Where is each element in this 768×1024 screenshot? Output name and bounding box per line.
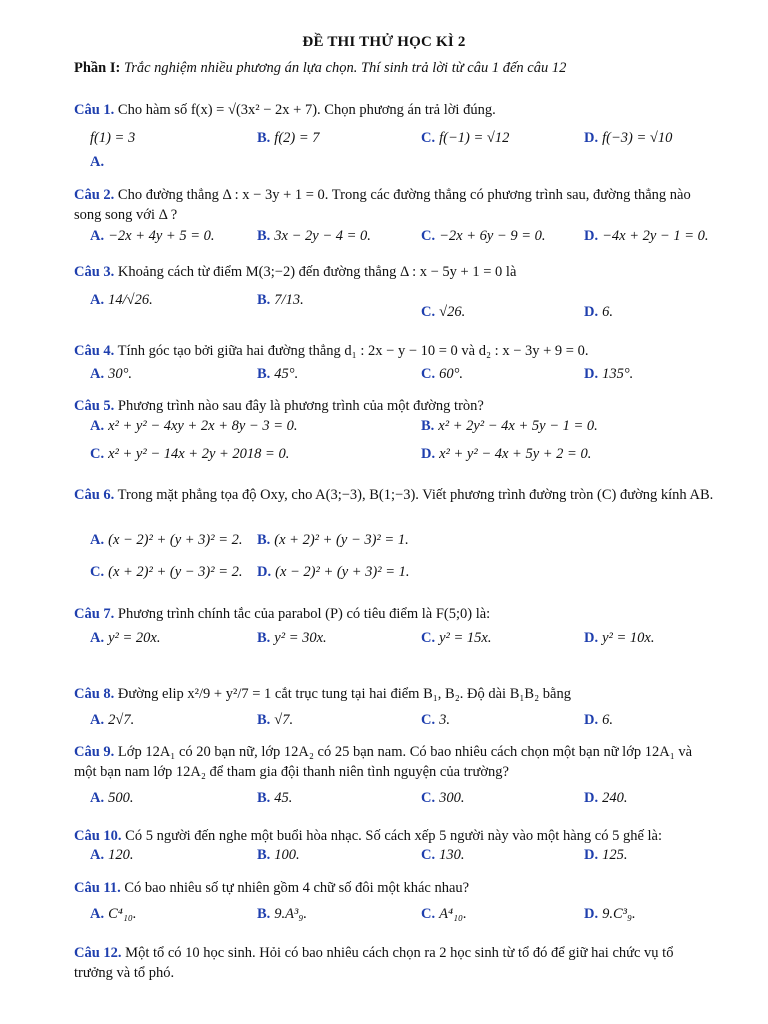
- question-3: Câu 3. Khoảng cách từ điểm M(3;−2) đến đường thẳng Δ : x − 5y + 1 = 0 là: [74, 264, 517, 280]
- option-a[interactable]: A. 30°.: [90, 366, 133, 382]
- option-a[interactable]: A. 14/√26.: [90, 292, 153, 308]
- option-c[interactable]: C. (x + 2)² + (y − 3)² = 2.: [90, 564, 243, 580]
- option-d[interactable]: D. 125.: [584, 847, 628, 863]
- option-b[interactable]: B. 100.: [257, 847, 300, 863]
- question-5: Câu 5. Phương trình nào sau đây là phương trình của một đường tròn?: [74, 398, 484, 414]
- part-label: Phần I:: [74, 60, 121, 76]
- part-instruction: Trắc nghiệm nhiều phương án lựa chọn. Thí sinh trả lời từ câu 1 đến câu 12: [123, 60, 567, 76]
- option-a[interactable]: A. y² = 20x.: [90, 630, 161, 646]
- option-d[interactable]: D. y² = 10x.: [584, 630, 655, 646]
- option-c[interactable]: C. f(−1) = √12: [421, 130, 510, 146]
- question-text: Cho hàm số f(x) = √(3x² − 2x + 7). Chọn phương án trả lời đúng.: [117, 102, 496, 118]
- option-d[interactable]: D. (x − 2)² + (y + 3)² = 1.: [257, 564, 410, 580]
- question-8: Câu 8. Đường elip x²/9 + y²/7 = 1 cắt trục tung tại hai điểm B₁, B₂. Độ dài B₁B₂ bằng: [74, 686, 571, 702]
- option-c[interactable]: C. y² = 15x.: [421, 630, 492, 646]
- question-9: Câu 9. Lớp 12A₁ có 20 bạn nữ, lớp 12A₂ có 25 bạn nam. Có bao nhiêu cách chọn một bạn nữ lớp 12A₁ và một bạn nam lớp 12A₂ để tham gia đội thanh niên tình nguyện của trường?: [74, 744, 693, 780]
- option-a[interactable]: A. 2√7.: [90, 712, 135, 728]
- question-6: Câu 6. Trong mặt phẳng tọa độ Oxy, cho A(3;−3), B(1;−3). Viết phương trình đường tròn (C) đường kính AB.: [74, 487, 714, 503]
- question-10: Câu 10. Có 5 người đến nghe một buổi hòa nhạc. Số cách xếp 5 người này vào một hàng có 5 ghế là:: [74, 828, 663, 844]
- option-c[interactable]: C. 60°.: [421, 366, 464, 382]
- option-b[interactable]: B. 7/13.: [257, 292, 304, 308]
- option-b[interactable]: B. x² + 2y² − 4x + 5y − 1 = 0.: [421, 418, 598, 434]
- option-d[interactable]: D. 240.: [584, 790, 628, 806]
- option-c[interactable]: C. −2x + 6y − 9 = 0.: [421, 228, 546, 244]
- option-d[interactable]: D. f(−3) = √10: [584, 130, 673, 146]
- option-d[interactable]: D. 6.: [584, 304, 613, 320]
- option-b[interactable]: B. 9.A³₉.: [257, 906, 308, 922]
- option-c[interactable]: C. x² + y² − 14x + 2y + 2018 = 0.: [90, 446, 290, 462]
- exam-title: ĐỀ THI THỬ HỌC KÌ 2: [302, 34, 466, 50]
- question-2: Câu 2. Cho đường thẳng Δ : x − 3y + 1 = 0. Trong các đường thẳng có phương trình sau, đường thẳng nào song song với Δ ?: [74, 187, 691, 223]
- option-d[interactable]: D. 135°.: [584, 366, 634, 382]
- option-d[interactable]: D. 6.: [584, 712, 613, 728]
- question-1: [74, 100, 714, 120]
- option-d[interactable]: D. x² + y² − 4x + 5y + 2 = 0.: [421, 446, 592, 462]
- option-c[interactable]: C. 3.: [421, 712, 450, 728]
- option-a[interactable]: f(1) = 3: [90, 130, 136, 146]
- option-c[interactable]: C. 130.: [421, 847, 465, 863]
- question-11: Câu 11. Có bao nhiêu số tự nhiên gồm 4 chữ số đôi một khác nhau?: [74, 880, 470, 896]
- option-b[interactable]: B. 45.: [257, 790, 293, 806]
- option-a[interactable]: A. −2x + 4y + 5 = 0.: [90, 228, 215, 244]
- question-4: Câu 4. Tính góc tạo bởi giữa hai đường thẳng d₁ : 2x − y − 10 = 0 và d₂ : x − 3y + 9 = 0.: [74, 343, 589, 359]
- option-d[interactable]: D. −4x + 2y − 1 = 0.: [584, 228, 709, 244]
- option-a[interactable]: A. x² + y² − 4xy + 2x + 8y − 3 = 0.: [90, 418, 298, 434]
- option-c[interactable]: C. A⁴₁₀.: [421, 906, 467, 922]
- option-b[interactable]: B. (x + 2)² + (y − 3)² = 1.: [257, 532, 409, 548]
- question-number: Câu 1.: [74, 102, 115, 118]
- option-a[interactable]: A. 120.: [90, 847, 134, 863]
- option-d[interactable]: D. 9.C³₉.: [584, 906, 636, 922]
- option-c[interactable]: C. √26.: [421, 304, 466, 320]
- option-c[interactable]: C. 300.: [421, 790, 465, 806]
- option-a[interactable]: A. C⁴₁₀.: [90, 906, 137, 922]
- question-7: Câu 7. Phương trình chính tắc của parabol (P) có tiêu điểm là F(5;0) là:: [74, 606, 491, 622]
- option-a[interactable]: A. (x − 2)² + (y + 3)² = 2.: [90, 532, 243, 548]
- option-a-label: A.: [90, 154, 105, 170]
- option-b[interactable]: B. f(2) = 7: [257, 130, 320, 146]
- option-a[interactable]: A. 500.: [90, 790, 134, 806]
- option-b[interactable]: B. √7.: [257, 712, 294, 728]
- question-12: Câu 12. Một tổ có 10 học sinh. Hỏi có bao nhiêu cách chọn ra 2 học sinh từ tổ đó để giữ hai chức vụ tổ trưởng và tổ phó.: [74, 945, 674, 981]
- option-b[interactable]: B. y² = 30x.: [257, 630, 327, 646]
- option-b[interactable]: B. 45°.: [257, 366, 299, 382]
- part-heading: [74, 60, 566, 77]
- option-b[interactable]: B. 3x − 2y − 4 = 0.: [257, 228, 371, 244]
